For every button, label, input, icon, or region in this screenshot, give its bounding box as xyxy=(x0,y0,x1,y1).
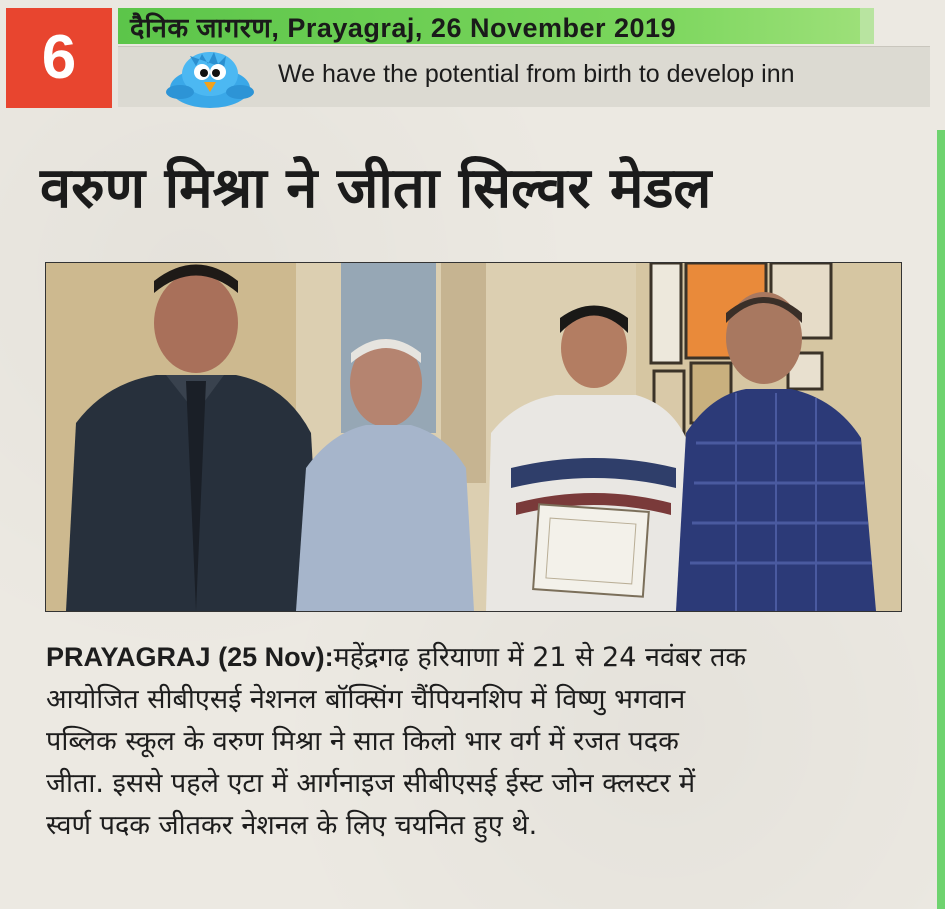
masthead-band-tail xyxy=(860,8,874,44)
article-line-1 xyxy=(46,636,914,679)
edge-strip xyxy=(937,130,945,909)
blue-bird-mascot-icon xyxy=(160,48,260,110)
headline: वरुण मिश्रा ने जीता सिल्वर मेडल xyxy=(40,156,712,221)
page-number: 6 xyxy=(41,23,77,92)
page-number-badge xyxy=(6,8,112,108)
article-line-5: स्वर्ण पदक जीतकर नेशनल के लिए चयनित हुए थे. xyxy=(46,810,538,841)
masthead: दैनिक जागरण, Prayagraj, 26 November 2019 xyxy=(130,12,677,43)
article-text: महेंद्रगढ़ हरियाणा में 21 से 24 नवंबर तक xyxy=(333,642,747,673)
article-line-3: पब्लिक स्कूल के वरुण मिश्रा ने सात किलो भार वर्ग में रजत पदक xyxy=(46,726,679,757)
article-line-4: जीता. इससे पहले एटा में आर्गनाइज सीबीएसई ईस्ट जोन क्लस्टर में xyxy=(46,768,696,799)
article-body xyxy=(46,636,914,847)
article-line-2: आयोजित सीबीएसई नेशनल बॉक्सिंग चैंपियनशिप में विष्णु भगवान xyxy=(46,684,686,715)
dateline: PRAYAGRAJ (25 Nov): xyxy=(46,642,334,672)
news-photo xyxy=(45,262,902,612)
motto-text: We have the potential from birth to develop inn xyxy=(278,60,795,88)
masthead-band xyxy=(118,8,870,44)
